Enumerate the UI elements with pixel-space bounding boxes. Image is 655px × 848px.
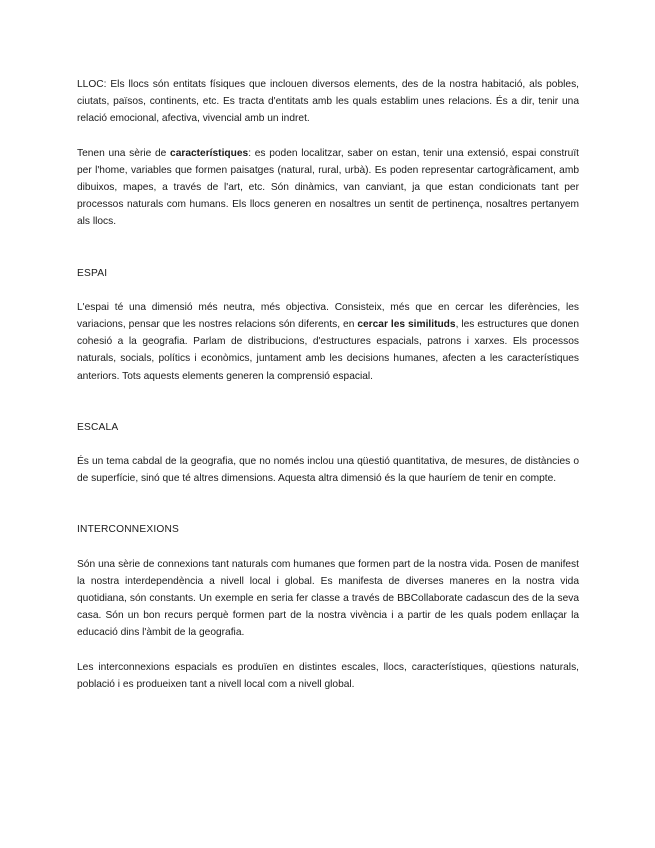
caracteristiques-paragraph	[77, 145, 579, 231]
lloc-paragraph: LLOC: Els llocs són entitats físiques que inclouen diversos elements, des de la nostra habitació, als pobles, ciutats, països, continents, etc. Es tracta d'entitats amb les quals establim unes relacions. És a dir, tenir una relació emocional, afectiva, vivencial amb un indret.	[77, 79, 579, 125]
espai-paragraph	[77, 299, 579, 385]
espai-bold: cercar les similituds	[357, 319, 456, 331]
espai-text-before: L'espai té una dimensió més neutra, més objectiva. Consisteix, més que en cercar les diferències, les variacions, pensar que les nostres relacions són diferents, en	[77, 301, 579, 331]
interconnexions-paragraph-2: Les interconnexions espacials es produïen en distintes escales, llocs, característiques, qüestions naturals, població i es produeixen tant a nivell local com a nivell global.	[77, 661, 579, 690]
caracteristiques-bold: característiques	[170, 147, 249, 159]
escala-paragraph: És un tema cabdal de la geografia, que no només inclou una qüestió quantitativa, de mesures, de distàncies o de superfície, sinó que té altres dimensions. Aquesta altra dimensió és la que hauríem de tenir en compte.	[77, 456, 579, 485]
espai-heading: ESPAI	[77, 267, 108, 279]
caracteristiques-text-after: : es poden localitzar, saber on estan, tenir una extensió, espai construït per l'home, variables que formen paisatges (natural, rural, urbà). Es poden representar cartogràficament, amb dibuixos, mapes, a través de l'art, etc. Són dinàmics, van canviant, ja que estan condicionats tant per processos naturals com humans. Els llocs generen en nosaltres un sentit de pertinença, nosaltres pertanyem als llocs.	[77, 147, 579, 228]
caracteristiques-text-before: Tenen una sèrie de	[77, 147, 171, 159]
interconnexions-heading: INTERCONNEXIONS	[77, 524, 180, 536]
interconnexions-paragraph-1: Són una sèrie de connexions tant naturals com humanes que formen part de la nostra vida. Posen de manifest la nostra interdependència a nivell local i global. Es manifesta de diverses maneres en la nostra vida quotidiana, són constants. Un exemple en seria fer classe a través de BBCollaborate cadascun des de la seva casa. Són un bon recurs perquè formen part de la nostra vivència i a partir de les quals podem enllaçar la educació dins l'àmbit de la geografia.	[77, 558, 579, 639]
escala-heading: ESCALA	[77, 421, 119, 433]
espai-text-after: , les estructures que donen cohesió a la geografia. Parlam de distribucions, d'estructures espacials, patrons i xarxes. Els processos naturals, socials, polítics i econòmics, juntament amb les decisions humanes, afecten a les característiques anteriors. Tots aquests elements generen la comprensió espacial.	[77, 319, 579, 382]
